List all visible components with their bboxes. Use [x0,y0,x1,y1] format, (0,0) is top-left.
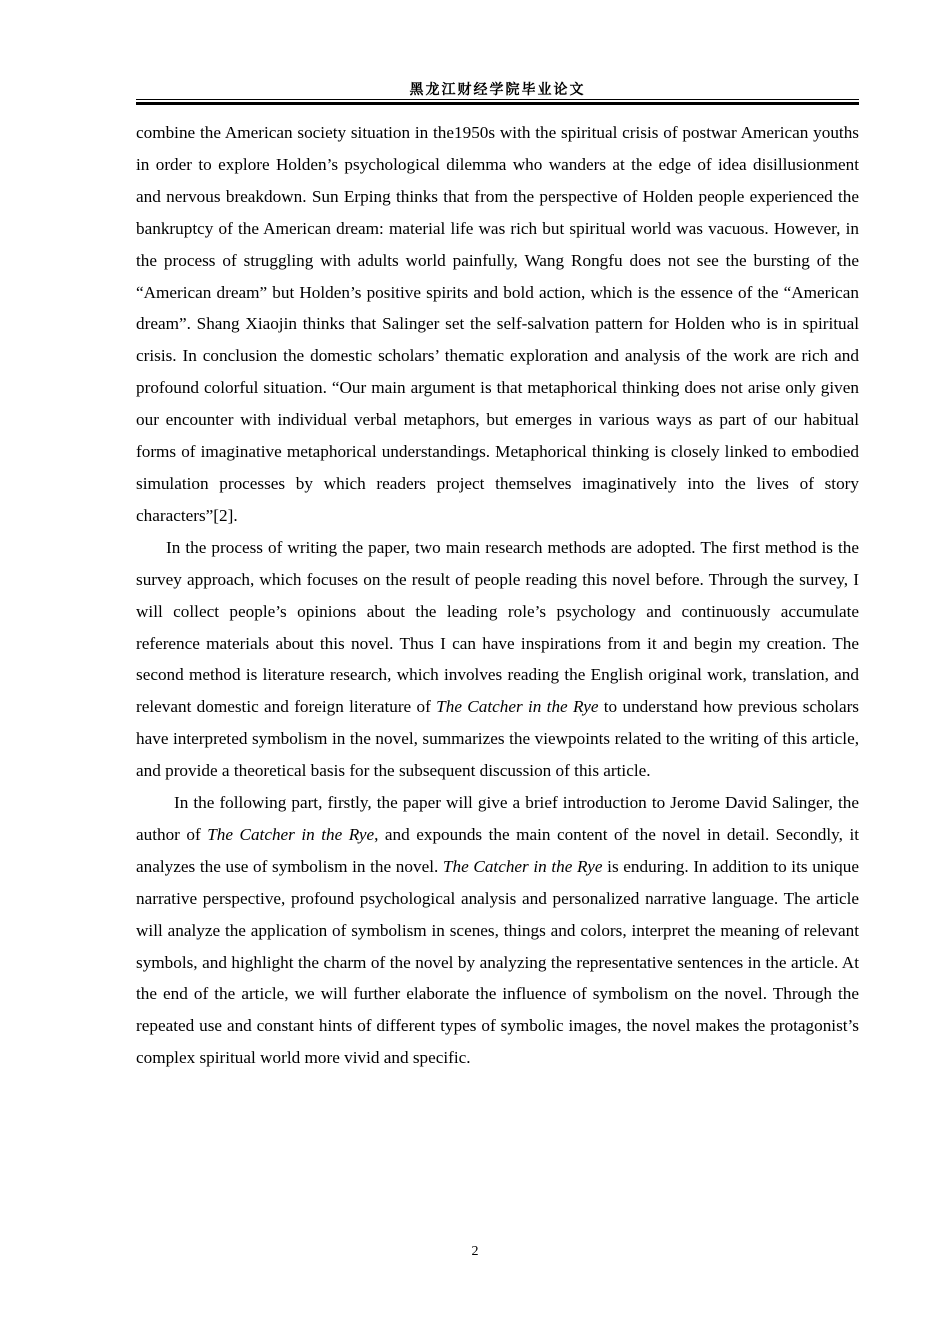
header-rule-thick [136,102,859,105]
paragraph-literature-review [136,117,859,532]
page-header-title: 黑龙江财经学院毕业论文 [409,82,586,98]
header-rule-thin [136,99,859,100]
paragraph-text: combine the American society situation in the1950s with the spiritual crisis of postwar American youths in order to explore Holden’s psychological dilemma who wanders at the edge of idea disillusionment and nervous breakdown. Sun Erping thinks that from the perspective of Holden people experienced the bankruptcy of the American dream: material life was rich but spiritual world was vacuous. However, in the process of struggling with adults world painfully, Wang Rongfu does not see the bursting of the “American dream” but Holden’s positive spirits and bold action, which is the essence of the “American dream”. Shang Xiaojin thinks that Salinger set the self-salvation pattern for Holden who is in spiritual crisis. In conclusion the domestic scholars’ thematic exploration and analysis of the work are rich and profound colorful situation. “Our main argument is that metaphorical thinking does not arise only given our encounter with individual verbal metaphors, but emerges in various ways as part of our habitual forms of imaginative metaphorical understandings. Metaphorical thinking is closely linked to embodied simulation processes by which readers project themselves imaginatively into the lives of story characters”[2]. [136,123,859,525]
paragraph-research-methods [136,532,859,787]
paragraph-text: In the process of writing the paper, two main research methods are adopted. The first method is the survey approach, which focuses on the result of people reading this novel before. Through the survey, I will collect people’s opinions about the leading role’s psychology and continuously accumulate reference materials about this novel. Thus I can have inspirations from it and begin my creation. The second method is literature research, which involves reading the English original work, translation, and relevant domestic and foreign literature of [136,537,859,717]
paragraph-text: , and expounds the main content of the novel in detail. Secondly, it analyzes the use of symbolism in the novel. [136,824,859,876]
paragraph-text: to understand how previous scholars have interpreted symbolism in the novel, summarizes the viewpoints related to the writing of this article, and provide a theoretical basis for the subsequent discussion of this article. [136,697,859,781]
book-title: The Catcher in the Rye [207,824,375,844]
book-title: The Catcher in the Rye [442,856,603,876]
page-number: 2 [471,1244,479,1259]
book-title: The Catcher in the Rye [436,697,599,717]
body-text [136,117,859,1074]
paragraph-text: is enduring. In addition to its unique narrative perspective, profound psychological analysis and personalized narrative language. The article will analyze the application of symbolism in scenes, things and colors, interpret the meaning of relevant symbols, and highlight the charm of the novel by analyzing the representative sentences in the article. At the end of the article, we will further elaborate the influence of symbolism on the novel. Through the repeated use and constant hints of different types of symbolic images, the novel makes the protagonist’s complex spiritual world more vivid and specific. [136,856,859,1068]
paragraph-text: In the following part, firstly, the paper will give a brief introduction to Jerome David Salinger, the author of [136,793,859,844]
paragraph-paper-outline [136,787,859,1074]
